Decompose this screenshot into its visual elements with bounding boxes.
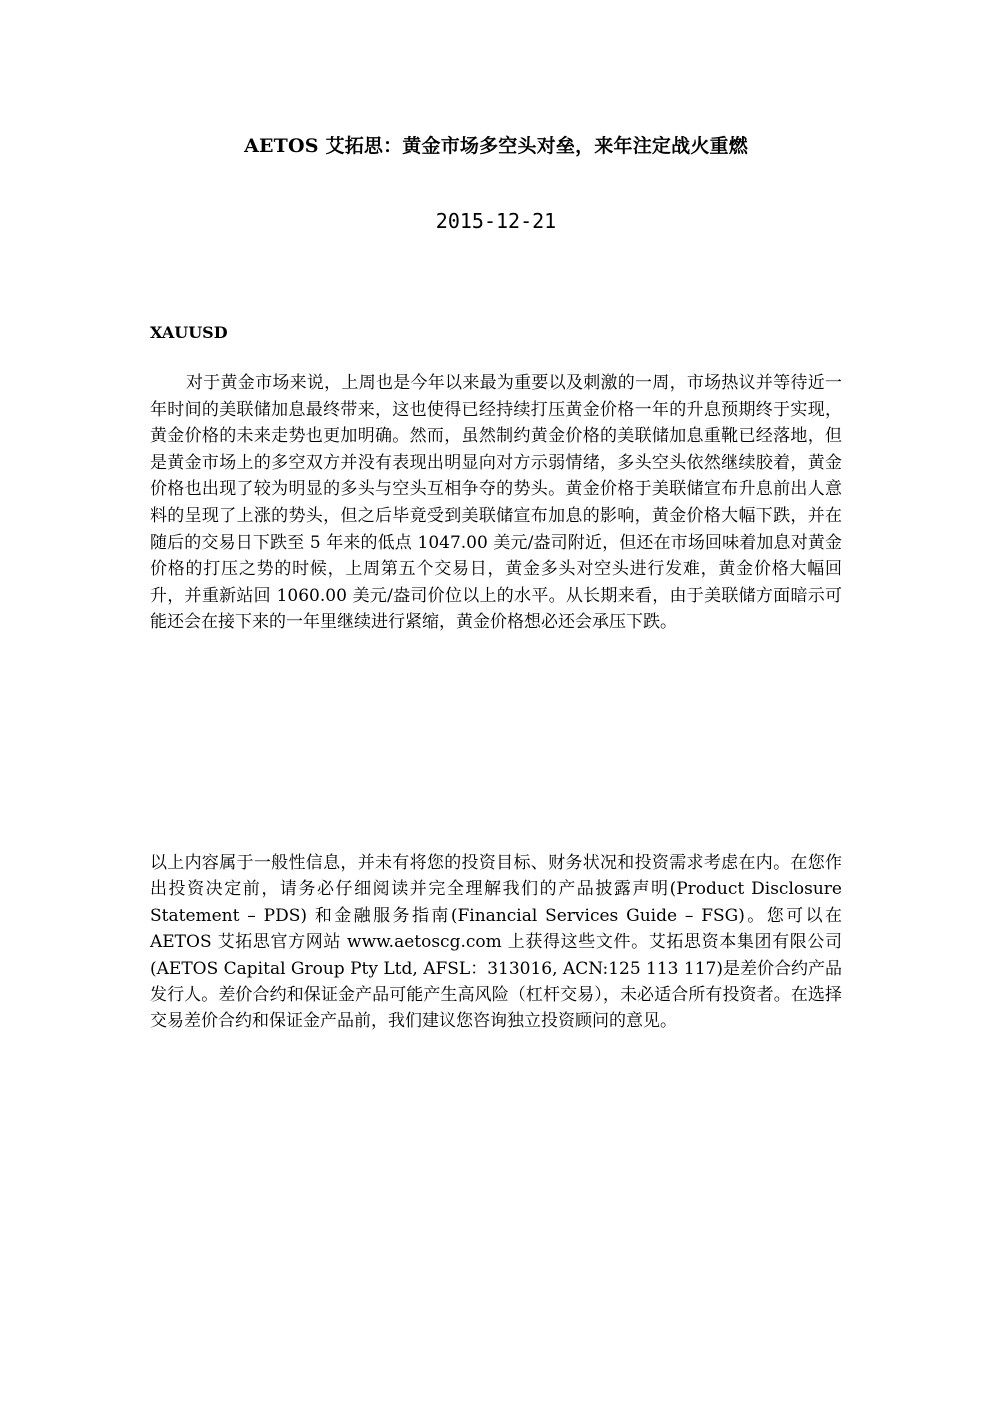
document-title: AETOS 艾拓思：黄金市场多空头对垒，来年注定战火重燃 [244, 135, 748, 157]
document-date: 2015-12-21 [435, 209, 557, 233]
instrument-symbol: XAUUSD [150, 323, 228, 342]
article-body: 对于黄金市场来说，上周也是今年以来最为重要以及刺激的一周，市场热议并等待近一年时间的美联储加息最终带来，这也使得已经持续打压黄金价格一年的升息预期终于实现，黄金价格的未来走势也更加明确。然而，虽然制约黄金价格的美联储加息重靴已经落地，但是黄金市场上的多空双方并没有表现出明显向对方示弱情绪，多头空头依然继续胶着，黄金价格也出现了较为明显的多头与空头互相争夺的势头。黄金价格于美联储宣布升息前出人意料的呈现了上涨的势头，但之后毕竟受到美联储宣布加息的影响，黄金价格大幅下跌，并在随后的交易日下跌至 5 年来的低点 1047.00 美元/盎司附近，但还在市场回味着加息对黄金价格的打压之势的时候，上周第五个交易日，黄金多头对空头进行发难，黄金价格大幅回升，并重新站回 1060.00 美元/盎司价位以上的水平。从长期来看，由于美联储方面暗示可能还会在接下来的一年里继续进行紧缩，黄金价格想必还会承压下跌。 [150, 373, 842, 633]
disclaimer-text: 以上内容属于一般性信息，并未有将您的投资目标、财务状况和投资需求考虑在内。在您作出投资决定前，请务必仔细阅读并完全理解我们的产品披露声明(Product Disclosure Statement – PDS) 和金融服务指南(Financial Services Guide – FSG)。您可以在 AETOS 艾拓思官方网站 www.aetoscg.com 上获得这些文件。艾拓思资本集团有限公司(AETOS Capital Group Pty Ltd, AFSL：313016, ACN:125 113 117)是差价合约产品发行人。差价合约和保证金产品可能产生高风险（杠杆交易），未必适合所有投资者。在选择交易差价合约和保证金产品前，我们建议您咨询独立投资顾问的意见。 [150, 853, 842, 1032]
